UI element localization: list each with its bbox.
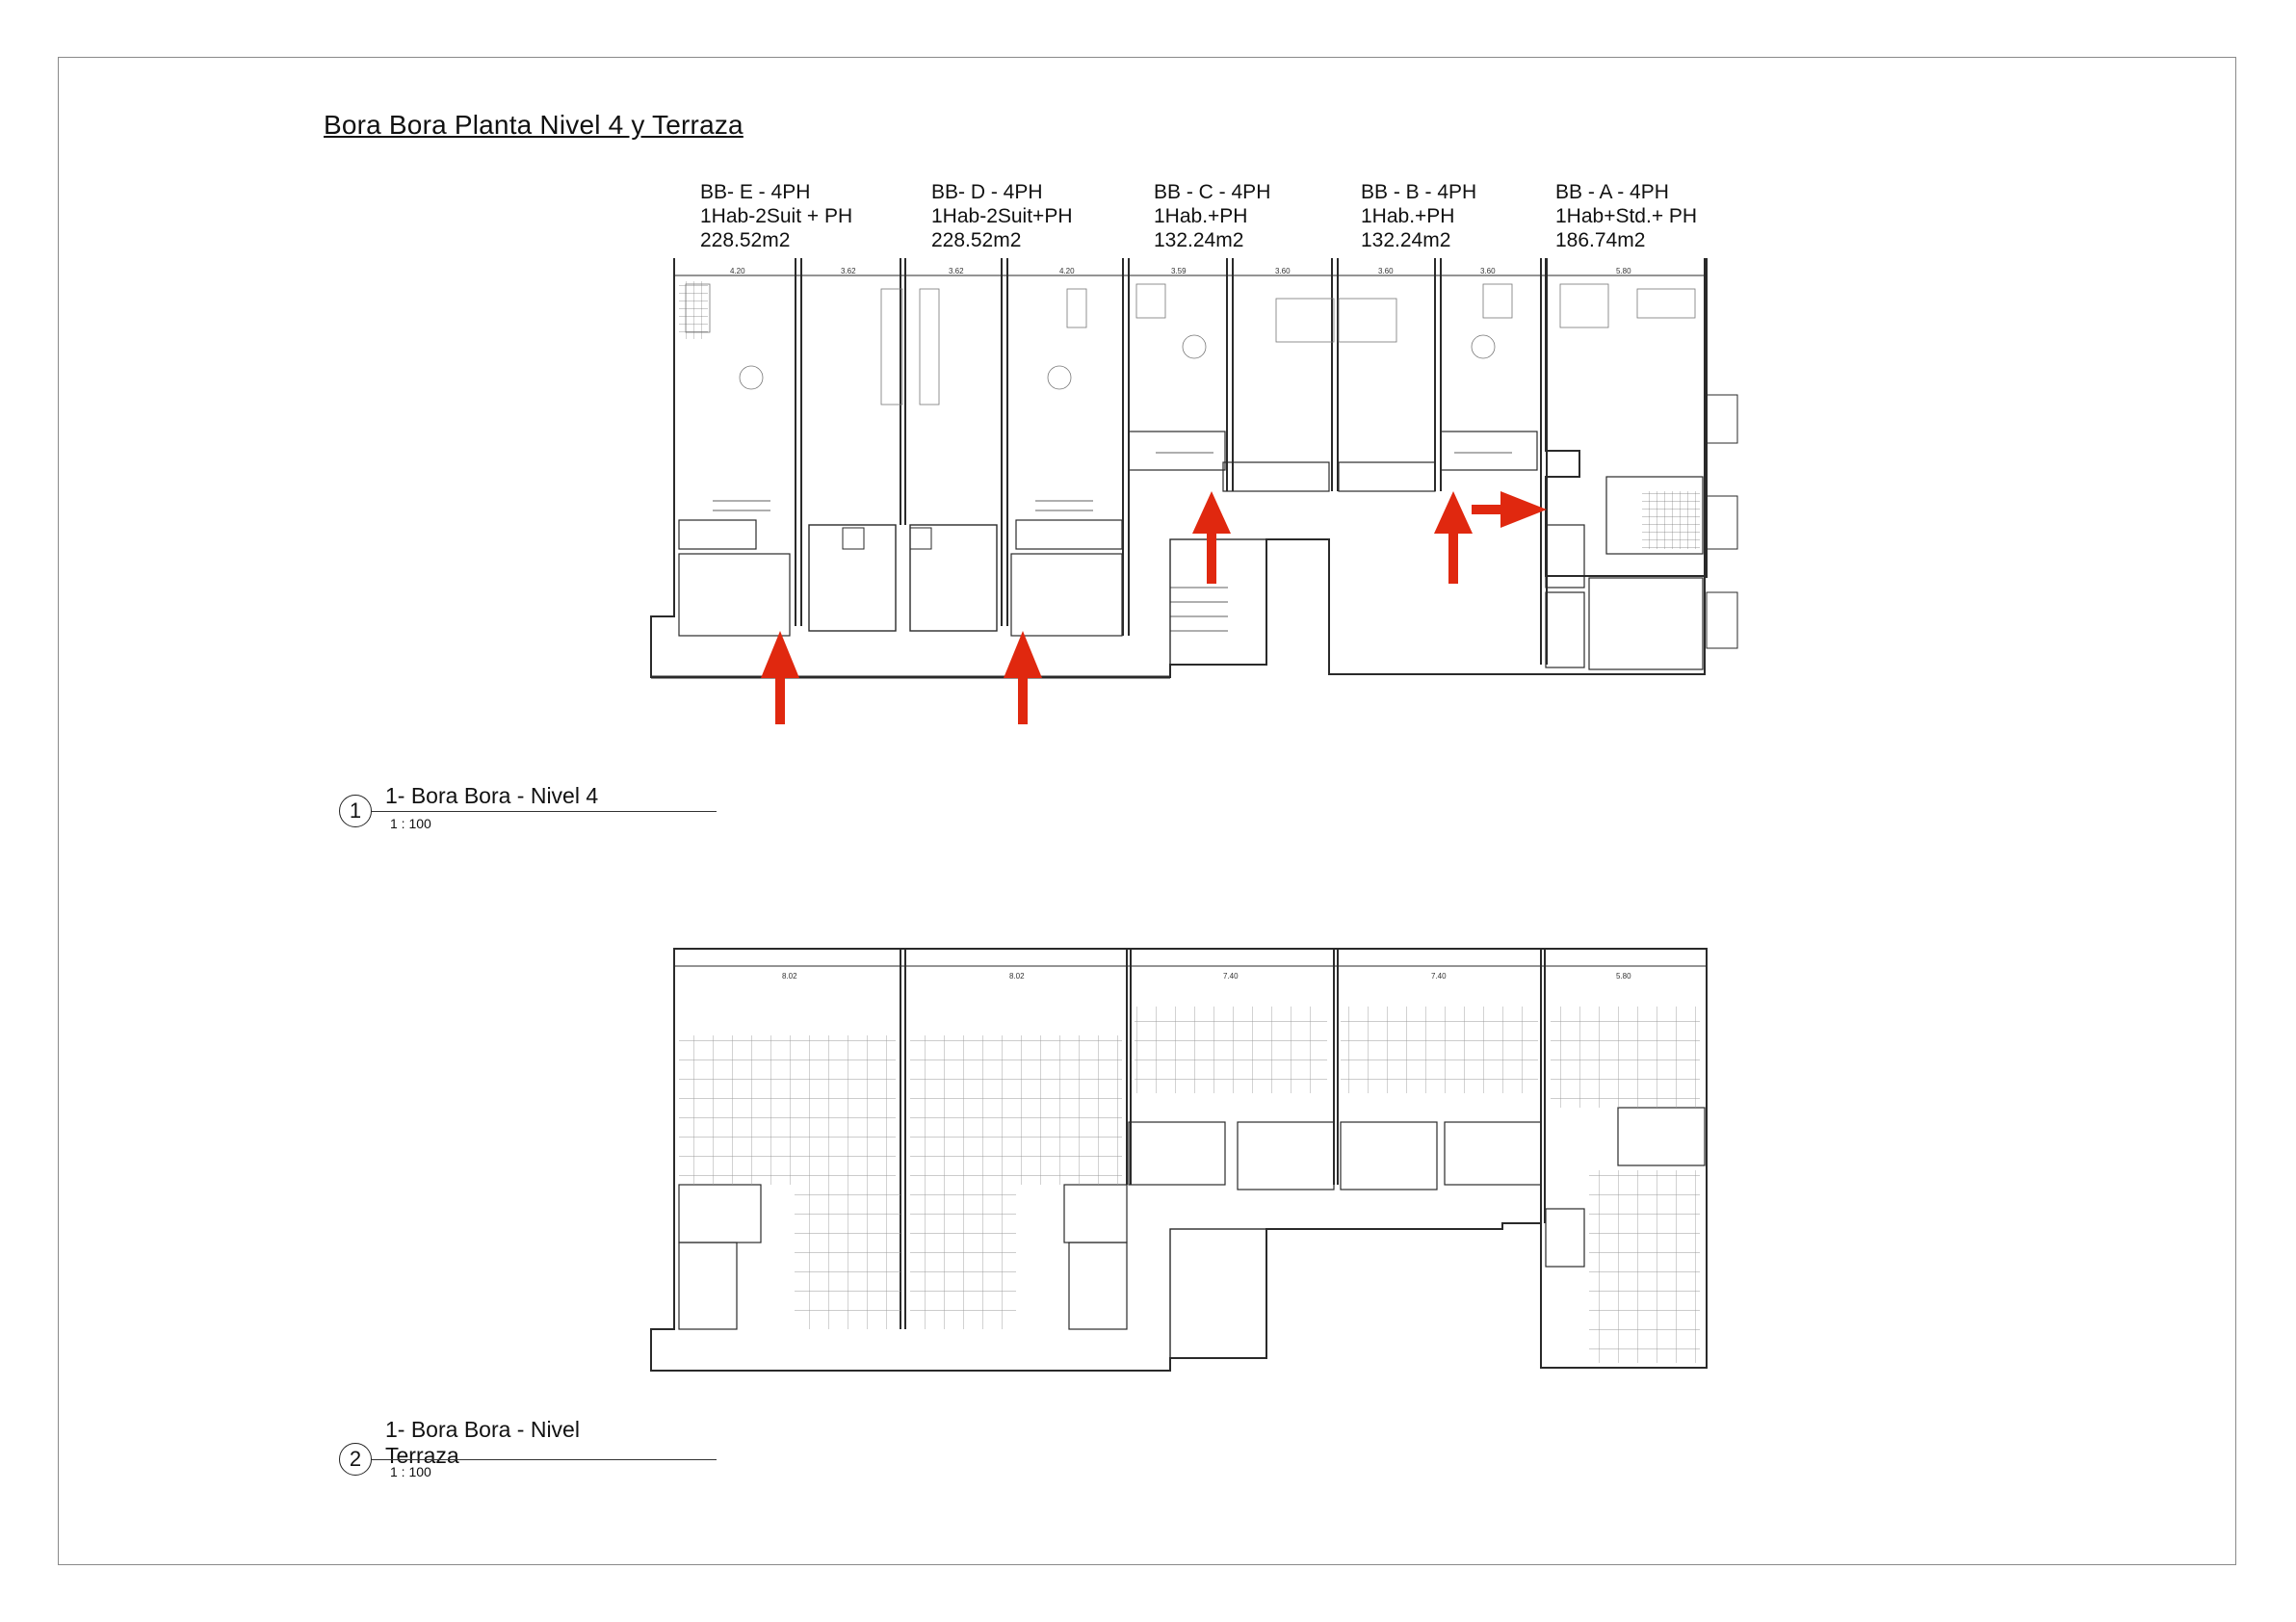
dim-label: 3.62 xyxy=(949,267,964,275)
dim-label: 8.02 xyxy=(1009,972,1025,981)
entrance-arrow-unit-b xyxy=(1434,491,1473,584)
view-scale-2: 1 : 100 xyxy=(390,1464,431,1479)
dim-label: 8.02 xyxy=(782,972,797,981)
entrance-arrow-unit-e xyxy=(761,631,799,724)
unit-type: 1Hab.+PH xyxy=(1361,205,1455,227)
unit-area: 132.24m2 xyxy=(1361,229,1451,251)
dimension-labels-terrace xyxy=(782,972,1631,981)
view-number-2: 2 xyxy=(339,1443,372,1476)
unit-area: 228.52m2 xyxy=(931,229,1022,251)
unit-type: 1Hab-2Suit+PH xyxy=(931,205,1073,227)
dim-label: 4.20 xyxy=(1059,267,1075,275)
unit-type: 1Hab-2Suit + PH xyxy=(700,205,853,227)
entrance-arrows xyxy=(761,491,1547,724)
unit-code: BB- E - 4PH xyxy=(700,181,811,203)
view-number-1: 1 xyxy=(339,795,372,827)
dim-label: 5.80 xyxy=(1616,972,1631,981)
level-4-plan xyxy=(651,258,1737,677)
view-name-2: 1- Bora Bora - Nivel Terraza xyxy=(385,1417,580,1468)
unit-area: 228.52m2 xyxy=(700,229,791,251)
unit-code: BB- D - 4PH xyxy=(931,181,1043,203)
unit-type: 1Hab+Std.+ PH xyxy=(1555,205,1698,227)
terrace-plan xyxy=(651,949,1707,1371)
view-scale-1: 1 : 100 xyxy=(390,816,431,831)
dim-label: 7.40 xyxy=(1431,972,1447,981)
dim-label: 5.80 xyxy=(1616,267,1631,275)
entrance-arrow-unit-c xyxy=(1192,491,1231,584)
page-title: Bora Bora Planta Nivel 4 y Terraza xyxy=(324,110,744,140)
dimension-labels-level-4 xyxy=(730,267,1631,275)
dim-label: 3.60 xyxy=(1480,267,1496,275)
entrance-arrow-unit-a xyxy=(1472,491,1547,528)
dim-label: 3.62 xyxy=(841,267,856,275)
entrance-arrow-unit-d xyxy=(1004,631,1042,724)
unit-code: BB - A - 4PH xyxy=(1555,181,1669,203)
unit-code: BB - B - 4PH xyxy=(1361,181,1477,203)
unit-type: 1Hab.+PH xyxy=(1154,205,1248,227)
unit-area: 132.24m2 xyxy=(1154,229,1244,251)
dim-label: 4.20 xyxy=(730,267,745,275)
unit-area: 186.74m2 xyxy=(1555,229,1646,251)
dim-label: 3.60 xyxy=(1378,267,1394,275)
dim-label: 3.60 xyxy=(1275,267,1291,275)
unit-code: BB - C - 4PH xyxy=(1154,181,1271,203)
view-name-1: 1- Bora Bora - Nivel 4 xyxy=(385,783,599,808)
dim-label: 7.40 xyxy=(1223,972,1239,981)
dim-label: 3.59 xyxy=(1171,267,1187,275)
